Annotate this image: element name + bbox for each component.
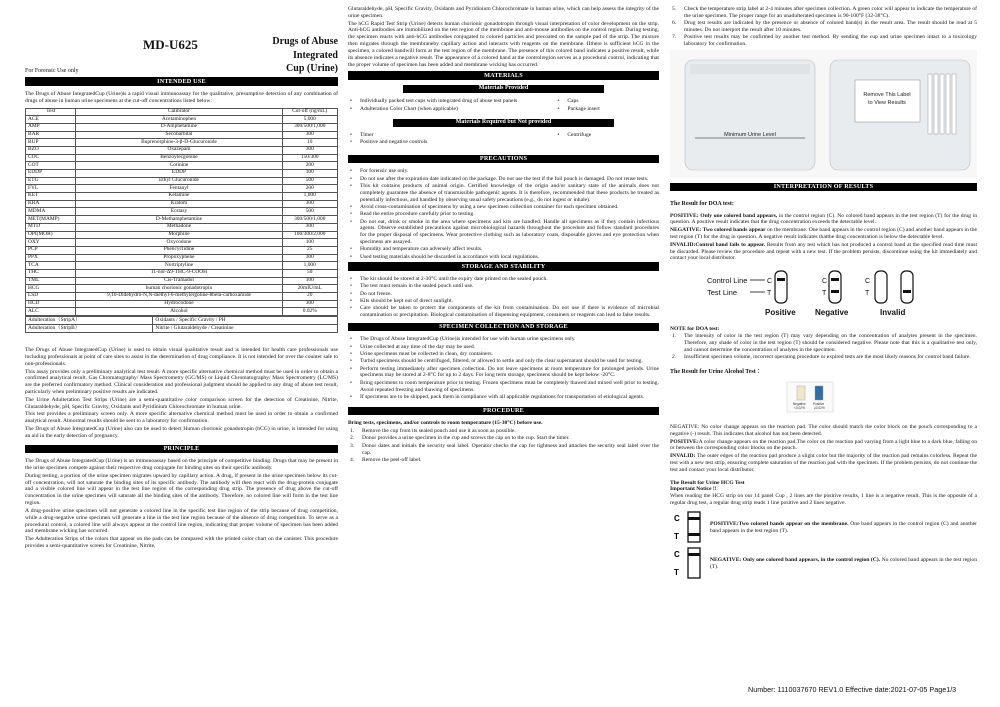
- table-cell: LSD: [26, 293, 76, 301]
- table-cell: 100: [282, 239, 338, 247]
- list-item: [670, 6, 977, 20]
- table-cell: 25: [282, 246, 338, 254]
- table-cell: Adulteration（StripB）: [26, 325, 153, 333]
- table-cell: Oxazepam: [76, 146, 282, 154]
- table-row: [26, 317, 338, 325]
- hcg-notice: Important Notice !!: [670, 486, 717, 493]
- table-cell: human chorionic gonadotropin: [76, 285, 282, 293]
- positive-label: Positive: [765, 308, 796, 318]
- table-cell: 1,000: [282, 262, 338, 270]
- table-cell: 300/500/1,000: [282, 123, 338, 131]
- list-item: • Read the entire procedure carefully prior to testing.: [348, 211, 659, 218]
- table-cell: Nitrite / Glutaraldehyde / Creatinine: [153, 325, 338, 333]
- paragraph: The Drugs of Abuse IntegratedCup (Urine) is used to obtain visual qualitative result and is intended for health care professionals use including professionals at point of care sites to assist in the determination of drug compliance. It is not intended for over the counter sale to non-professionals.: [25, 347, 338, 367]
- list-item: • The test must remain in the sealed pouch until use.: [348, 283, 659, 290]
- table-cell: Buprenorphine-3-β-D-Glucuronide: [76, 139, 282, 147]
- table-cell: Propoxyphene: [76, 254, 282, 262]
- table-cell: Cotinine: [76, 162, 282, 170]
- list-item: • Positive and negative controls: [348, 139, 555, 146]
- table-cell: TML: [26, 277, 76, 285]
- table-row: [26, 116, 338, 124]
- table-cell: 20mIU/mL: [282, 285, 338, 293]
- table-row: [26, 262, 338, 270]
- table-header-cell: Cut-off (ng/mL): [282, 108, 338, 116]
- list-number: 4.: [350, 456, 355, 463]
- table-cell: Acetaminophen: [76, 116, 282, 124]
- paragraph: A drug-positive urine specimen will not generate a colored line in the specific test line region of the strip because of drug competition, while a drug-negative urine specimen will generate a line in the test line region because of the absence of drug competition. To serve as a procedural control, a colored line will always appear at the control line region, indicating that proper volume of specimen has been added and membrane wicking has occurred.: [25, 507, 338, 535]
- table-row: [26, 300, 338, 308]
- table-row: [26, 293, 338, 301]
- t-label-3: T: [865, 290, 870, 298]
- table-cell: Secobarbital: [76, 131, 282, 139]
- doa-invalid: INVALID:Control band fails to appear. Results from any test which has not produced a control band at the specified read time must be discarded. Please review the procedure and repeat with a new test. If the problem persists, discontinue using the kit immediately and contact your local distributor.: [670, 241, 977, 262]
- list-item: • Bring specimens to room temperature prior to testing. Frozen specimens must be completely thawed and mixed well prior to testing. Avoid repeated freezing and thawing of specimens.: [348, 380, 659, 394]
- precautions-heading: PRECAUTIONS: [348, 155, 659, 164]
- table-row: [26, 254, 338, 262]
- table-cell: HCD: [26, 300, 76, 308]
- principle-heading: PRINCIPLE: [25, 445, 338, 454]
- table-cell: 500: [282, 177, 338, 185]
- table-cell: Kratom: [76, 200, 282, 208]
- interpretation-heading: INTERPRETATION OF RESULTS: [670, 183, 977, 192]
- table-cell: 10: [282, 139, 338, 147]
- table-cell: 300: [282, 146, 338, 154]
- table-cell: Morphine: [76, 231, 282, 239]
- alc-neg-value: <0.02%: [794, 405, 805, 410]
- table-cell: FYL: [26, 185, 76, 193]
- column-1: [25, 6, 338, 698]
- table-row: [26, 325, 338, 333]
- table-row: [26, 193, 338, 201]
- table-cell: 200: [282, 162, 338, 170]
- list-item: • Do not use after the expiration date indicated on the package. Do not use the test if the foil pouch is damaged. Do not reuse tests.: [348, 176, 659, 183]
- table-cell: Ethyl Glucuronide: [76, 177, 282, 185]
- column-2: [348, 6, 659, 696]
- list-item: [348, 443, 659, 457]
- table-row: [26, 269, 338, 277]
- materials-not-provided-heading: Materials Required but Not provided: [393, 119, 614, 127]
- procedure-heading: PROCEDURE: [348, 407, 659, 416]
- table-row: [26, 216, 338, 224]
- table-row: [26, 139, 338, 147]
- hcg-positive-row: [670, 511, 977, 543]
- list-item: • Adulteration Color Chart (when applicable): [348, 106, 555, 113]
- table-header-row: [26, 108, 338, 116]
- table-cell: 300: [282, 223, 338, 231]
- table-row: [26, 223, 338, 231]
- hcg-c-label-2: C: [674, 549, 680, 559]
- list-text: Remove the cup from its sealed pouch and use it as soon as possible.: [362, 428, 516, 435]
- list-text: Positive test results may be confirmed by another test method. By sending the cup and urine specimen intact to a toxicology laboratory for confirmation.: [684, 34, 977, 48]
- table-cell: PPX: [26, 254, 76, 262]
- table-row: [26, 123, 338, 131]
- list-item: • This kit contains products of animal origin. Certified knowledge of the origin and/or sanitary state of the animals does not completely guarantee the absence of transmissible pathogenic agents. It is therefore, recommended that these products be treated as potentially infectious, and handled by observing usual safety precautions (e.g., do not ingest or inhale).: [348, 183, 659, 203]
- table-cell: Oxycodone: [76, 239, 282, 247]
- list-item: • Kits should be kept out of direct sunlight.: [348, 298, 659, 305]
- table-cell: THC: [26, 269, 76, 277]
- document-footer: Number: 1110037670 REV1.0 Effective date:2021-07-05 Page1/3: [748, 685, 957, 694]
- alcohol-invalid: INVALID: The outer edges of the reaction pad produce a slight color but the majority of the reaction pad remains colorless. Repeat the test with a new test strip, ensuring complete saturation of the reaction pad with the specimen. If the problem persists, do not continue the test and contact your local distributor.: [670, 453, 977, 473]
- alcohol-negative: NEGATIVE: No color change appears on the reaction pad. The color should match the color block on the pouch corresponding to a negative (-) result. This indicates that alcohol has not been detected.: [670, 423, 977, 437]
- storage-list: [348, 276, 659, 319]
- table-cell: MDMA: [26, 208, 76, 216]
- paragraph: The Urine Adulteration Test Strips (Urine) are a semi-quantitative color comparison screen for the detection of Creatinine, Nitrite, Glutaraldehyde, pH, Specific Gravity, Oxidants and Pyridinium Chlorochromate in human urine.: [25, 396, 338, 410]
- table-cell: 9,10-Didehydro-N,N-diethyl-6-methylergoline-8beta-carboxamide: [76, 293, 282, 301]
- hcg-principle-paragraphs: [348, 6, 659, 68]
- table-cell: 100: [282, 170, 338, 178]
- product-code: MD-U625: [143, 37, 198, 52]
- hcg-notice-text: When reading the HCG strip on our 14 panel Cup , 2 lines are the positive results, 1 line is a negative result. This is the opposite of a regular drug test, a regular drug strip reads 1 line positive and 2 lines negative.: [670, 493, 977, 507]
- list-item: • Avoid cross-contamination of specimens by using a new specimen collection container for each specimen obtained.: [348, 204, 659, 211]
- table-row: [26, 285, 338, 293]
- doa-notes-list: [670, 333, 977, 361]
- hcg-t-label: T: [674, 531, 679, 541]
- paragraph: The Drugs of Abuse IntegratedCup (Urine) also can be used to detect Human chorionic gonadotropin (hCG) in urine, is intended for using an aid in the early detection of pregnancy.: [25, 426, 338, 439]
- list-item: [670, 354, 977, 361]
- list-item: • Humidity and temperature can adversely affect results.: [348, 246, 659, 253]
- table-cell: Adulteration（StripA）: [26, 317, 153, 325]
- specimen-list: [348, 336, 659, 400]
- table-cell: Ketamine: [76, 193, 282, 201]
- table-cell: 50: [282, 269, 338, 277]
- list-text: The intensity of color in the test region (T) may vary depending on the concentration of analytes present in the specimen. Therefore, any shade of color in the test region (T) should be considered negative. Please note that this is a qualitative test only, and cannot determine the concentration of analytes in the specimen.: [684, 332, 977, 353]
- materials-provided-list: [348, 98, 659, 115]
- procedure-steps-continued: [670, 6, 977, 48]
- cutoff-table: [25, 108, 338, 317]
- table-cell: Oxidants / Specific Gravity / PH: [153, 317, 338, 325]
- list-item: • Used testing materials should be discarded in accordance with local regulations.: [348, 254, 659, 261]
- hcg-heading: The Result for Urine HCG Test: [670, 479, 745, 486]
- table-cell: Alcohol: [76, 308, 282, 316]
- hcg-negative-strip: [670, 547, 710, 579]
- alc-pos-label: Positive: [813, 401, 825, 406]
- materials-heading: MATERIALS: [348, 71, 659, 80]
- table-cell: Cis-Tramadol: [76, 277, 282, 285]
- procedure-intro: Bring tests, specimens, and/or controls to room temperature (15-30°C) before use.: [348, 420, 543, 427]
- table-cell: Benzoylecgonine: [76, 154, 282, 162]
- table-cell: 500: [282, 208, 338, 216]
- list-item: [348, 435, 659, 442]
- storage-heading: STORAGE AND STABILITY: [348, 262, 659, 271]
- specimen-heading: SPECIMEN COLLECTION AND STORAGE: [348, 323, 659, 332]
- list-item: • Do not freeze.: [348, 291, 659, 298]
- list-item: • Centrifuge: [555, 132, 659, 139]
- alcohol-heading: The Result for Urine Alcohol Test ：: [670, 368, 764, 375]
- document-title: Drugs of Abuse Integrated Cup (Urine): [272, 36, 338, 74]
- table-row: [26, 239, 338, 247]
- table-row: [26, 146, 338, 154]
- t-label-1: T: [767, 290, 772, 298]
- negative-label: Negative: [815, 308, 849, 318]
- table-cell: MET(MAMP): [26, 216, 76, 224]
- paragraph: The Adulteration Strips of the colors that appear on the pads can be compared with the printed color chart on the canister. This procedure provides a semi-quantitative screen for Creatinine, Nitrite,: [25, 536, 338, 549]
- table-row: [26, 208, 338, 216]
- list-item: [348, 428, 659, 435]
- table-cell: 100/300/2,000: [282, 231, 338, 239]
- doa-result-heading: The Result for DOA test:: [670, 201, 734, 208]
- paragraph: The Drugs of Abuse IntegratedCup (Urine) is an immunoassay based on the principle of competitive binding. Drugs that may be present in the urine specimen compete against their respective drug conjugate for binding sites on their specific antibody.: [25, 458, 338, 471]
- alcohol-positive: POSITIVE:A color change appears on the reaction pad.The color on the reaction pad varying from a light blue to a dark blue, falling on or between the corresponding color blocks on the pouch.: [670, 438, 977, 452]
- list-number: 1.: [350, 428, 355, 435]
- list-item: • Package insert: [555, 106, 659, 113]
- doa-positive: POSITIVE: Only one colored band appears, in the control region (C). No colored band appears in the test region (T) for the drug in question. A positive result indicates that the drug concentration exceeds the detectable level.: [670, 212, 977, 226]
- list-number: 3.: [350, 442, 355, 449]
- list-number: 2.: [350, 435, 355, 442]
- list-item: • Care should be taken to protect the components of the kit from contamination. Do not use if there is evidence of microbial contamination or precipitation. Biological contamination of dispensing equipment, containers or reagents can lead to false results.: [348, 305, 659, 319]
- invalid-label: Invalid: [880, 308, 906, 318]
- table-row: [26, 131, 338, 139]
- table-cell: OPI(MOR): [26, 231, 76, 239]
- table-cell: BZO: [26, 146, 76, 154]
- table-cell: HCG: [26, 285, 76, 293]
- remove-label-text-2: to View Results: [868, 99, 906, 106]
- table-cell: KRA: [26, 200, 76, 208]
- list-text: Remove the peel-off label.: [362, 456, 422, 463]
- column-3: [670, 6, 977, 698]
- principle-paragraphs: [25, 458, 338, 550]
- t-label-2: T: [822, 290, 827, 298]
- table-cell: 5,000: [282, 116, 338, 124]
- table-cell: PCP: [26, 246, 76, 254]
- list-item: • Caps: [555, 98, 659, 105]
- table-cell: COC: [26, 154, 76, 162]
- table-cell: ACE: [26, 116, 76, 124]
- paragraph: Glutaraldehyde, pH, Specific Gravity, Oxidants and Pyridinium Chlorochromate in human urine, which can help assess the integrity of the urine specimen.: [348, 6, 659, 19]
- c-label-1: C: [767, 278, 773, 286]
- table-cell: COT: [26, 162, 76, 170]
- list-item: [670, 34, 977, 48]
- table-cell: 300: [282, 131, 338, 139]
- adulteration-table: [25, 316, 338, 333]
- list-text: Donor dates and initials the security seal label. Operator checks the cap for tightness and attaches the security seal label over the cap.: [362, 442, 659, 456]
- list-number: 7.: [672, 34, 677, 41]
- table-header-cell: Calibrator: [76, 108, 282, 116]
- list-item: • Individually packed test cups with integrated drug of abuse test panels: [348, 98, 555, 105]
- c-label-3: C: [865, 278, 871, 286]
- table-cell: 300/500/1,000: [282, 216, 338, 224]
- list-item: • For forensic use only.: [348, 168, 659, 175]
- list-text: Donor provides a urine specimen in the cup and screws the cap on to the cup. Start the timer.: [362, 435, 570, 442]
- table-cell: 0.02%: [282, 308, 338, 316]
- table-row: [26, 162, 338, 170]
- alcohol-strip-illustration: [765, 380, 865, 420]
- hcg-negative-row: [670, 547, 977, 579]
- table-cell: 11-nor-Δ9-THC-9-COOH: [76, 269, 282, 277]
- table-cell: 100: [282, 277, 338, 285]
- list-text: Drug test results are indicated by the presence or absence of colored band(s) in the result area. The result should be read at 5 minutes. Do not interpret the result after 10 minutes.: [684, 20, 977, 33]
- table-cell: 300: [282, 254, 338, 262]
- list-item: • Do not eat, drink or smoke in the area where specimens and kits are handled. Handle all specimens as if they contain infectious agents. Observe established precautions against microbiological hazards throughout the procedure and follow standard procedures for the proper disposal of specimens. Wear protective clothing such as laboratory coats, disposable gloves and eye protection when specimens are assayed.: [348, 219, 659, 246]
- intended-use-paragraphs: [25, 347, 338, 440]
- table-cell: 300: [282, 200, 338, 208]
- intended-use-heading: INTENDED USE: [25, 77, 338, 86]
- paragraph: During testing, a portion of the urine specimen migrates upward by capillary action. A drug, if present in the urine specimen below its cut-off concentration, will not saturate the binding sites of its specific antibody. The antibody will then react with the drug-protein conjugate and a visible colored line will appear in the test line region of the corresponding drug strip. The presence of drug above the cut-off concentration in the urine specimen will saturate all the binding sites of the antibody. Therefore, no colored line will form in the test line region.: [25, 472, 338, 507]
- table-cell: EDDP: [76, 170, 282, 178]
- hcg-t-label-2: T: [674, 567, 679, 577]
- table-cell: Ecstasy: [76, 208, 282, 216]
- table-cell: BAR: [26, 131, 76, 139]
- procedure-steps: [348, 428, 659, 464]
- hcg-c-label: C: [674, 513, 680, 523]
- min-level-label: Minimum Urine Level: [724, 131, 776, 138]
- list-number: 5.: [672, 6, 677, 12]
- table-cell: Fentanyl: [76, 185, 282, 193]
- hcg-negative: NEGATIVE: Only one colored band appears, in the control region (C). No colored band appears in the test region (T).: [710, 556, 977, 570]
- table-cell: Hydrocodone: [76, 300, 282, 308]
- list-text: Insufficient specimen volume, incorrect operating procedure or expired tests are the most likely reasons for control band failure.: [684, 353, 971, 360]
- table-row: [26, 177, 338, 185]
- table-cell: 200: [282, 185, 338, 193]
- table-cell: AMP: [26, 123, 76, 131]
- materials-not-provided-list: [348, 132, 659, 149]
- table-cell: MTD: [26, 223, 76, 231]
- list-item: [348, 457, 659, 464]
- hcg-positive-strip: [670, 511, 710, 543]
- table-row: [26, 277, 338, 285]
- list-text: Check the temperature strip label at 2-4 minutes after specimen collection. A green color will appear to indicate the temperature of the urine specimen. The proper range for an unadulterated specimen is 90-100°F (32-38°C).: [684, 6, 977, 19]
- table-row: [26, 170, 338, 178]
- list-item: [670, 20, 977, 34]
- list-item: • The kit should be stored at 2-30°C until the expiry date printed on the sealed pouch.: [348, 276, 659, 283]
- list-number: 2.: [672, 353, 677, 360]
- table-row: [26, 246, 338, 254]
- paragraph: This assay provides only a preliminary analytical test result. A more specific alternative chemical method must be used in order to obtain a confirmed analytical result. Gas Chromatography/ Mass Spectrometry (GC/MS) or Liquid Chromatography/ Mass Spectrometry (LC/MS) are the preferred confirmatory method. Clinical consideration and professional judgment should be applied to any drug of abuse test result, particularly when preliminary positive results are indicated.: [25, 368, 338, 395]
- materials-provided-heading: Materials Provided: [403, 85, 604, 93]
- table-cell: D-Methamphetamine: [76, 216, 282, 224]
- paragraph: This test provides a preliminary screen only. A more specific alternative chemical method must be used in order to obtain a confirmed analytical result. Abnormal results should be sent to a laboratory for confirmation.: [25, 411, 338, 425]
- list-item: • The Drugs of Abuse IntegratedCup (Urine)is intended for use with human urine specimens only.: [348, 336, 659, 343]
- paragraph: The hCG Rapid Test Strip (Urine) detects human chorionic gonadotropin through visual interpretation of color development on the strip. Anti-hCG antibodies are immobilized on the test region of the membrane and anti-mouse antibodies on the control region. During testing, the specimen reacts with anti-hCG antibodies conjugated to colored particles and precoated on the sample pad of the strip. The mixture then migrates through the membraneby capillary action and interacts with reagents on the membrane. IIthere is sufficient hCG in the specimen, a colored bandwill form at the test region of the membrane. The presence of this colored band indicates a positive result, while its absence indicates a negative result. The appearance of a colored band at the controlregion serves as a procedural control, indicating that the proper volume of specimen has been added and membrane wicking has occurred.: [348, 20, 659, 68]
- alc-neg-label: Negative: [793, 401, 806, 406]
- test-line-label: Test Line: [707, 288, 738, 298]
- table-row: [26, 231, 338, 239]
- table-row: [26, 154, 338, 162]
- list-item: • Perform testing immediately after specimen collection. Do not leave specimens at room temperature for prolonged periods. Urine specimens may be stored at 2-8°C for up to 2 days. For long term storage, specimens should be kept below -20°C.: [348, 366, 659, 380]
- hcg-positive: POSITIVE:Two colored bands appear on the membrane. One band appears in the control region (C) and another band appears in the test region (T).: [710, 520, 977, 534]
- precautions-list: [348, 168, 659, 260]
- list-item: • If specimens are to be shipped, pack them in compliance with all applicable regulations for transportation of etiological agents.: [348, 394, 659, 401]
- list-item: • Urine specimens must be collected in clean, dry containers.: [348, 351, 659, 358]
- cup-photo-illustration: [670, 50, 977, 178]
- table-cell: ALC: [26, 308, 76, 316]
- doa-result-diagram: [705, 269, 935, 317]
- table-cell: KET: [26, 193, 76, 201]
- table-cell: 1,000: [282, 193, 338, 201]
- remove-label-text: Remove This Label: [863, 91, 911, 98]
- table-cell: EDDP: [26, 170, 76, 178]
- table-header-cell: Test: [26, 108, 76, 116]
- table-cell: Phencyclidine: [76, 246, 282, 254]
- control-line-label: Control Line: [707, 276, 748, 286]
- table-cell: OXY: [26, 239, 76, 247]
- table-cell: Methadone: [76, 223, 282, 231]
- table-row: [26, 308, 338, 316]
- list-item: • Turbid specimens should be centrifuged, filtered, or allowed to settle and only the clear supernatant should be used for testing.: [348, 358, 659, 365]
- table-cell: 150/300: [282, 154, 338, 162]
- table-cell: D-Amphetamine: [76, 123, 282, 131]
- list-number: 6.: [672, 20, 677, 27]
- table-cell: ETG: [26, 177, 76, 185]
- table-cell: BUP: [26, 139, 76, 147]
- forensic-note: For Forensic Use only: [25, 68, 79, 74]
- intended-use-intro: The Drugs of Abuse IntegratedCup (Urine)is a rapid visual immunoassay for the qualitative, presumptive detection of any combination of drugs of abuse in human urine specimens at the cut-off concentrations listed below:: [25, 90, 338, 104]
- list-item: [670, 333, 977, 353]
- doa-notes-heading: NOTE for DOA test:: [670, 326, 720, 333]
- table-row: [26, 200, 338, 208]
- table-cell: 20: [282, 293, 338, 301]
- doa-negative: NEGATIVE: Two colored bands appear on the membrane. One band appears in the control region (C) and another band appears in the test region (T) for the drug in question. A negative result indicates thatthe drug concentration is below the detectable level.: [670, 227, 977, 240]
- list-item: • Urine collected at any time of the day may be used.: [348, 344, 659, 351]
- table-row: [26, 185, 338, 193]
- table-cell: Nortriptyline: [76, 262, 282, 270]
- table-cell: TCA: [26, 262, 76, 270]
- alc-pos-value: ≥0.02%: [814, 405, 825, 410]
- list-item: • Timer: [348, 132, 555, 139]
- list-number: 1.: [672, 332, 677, 339]
- c-label-2: C: [822, 278, 828, 286]
- table-cell: 300: [282, 300, 338, 308]
